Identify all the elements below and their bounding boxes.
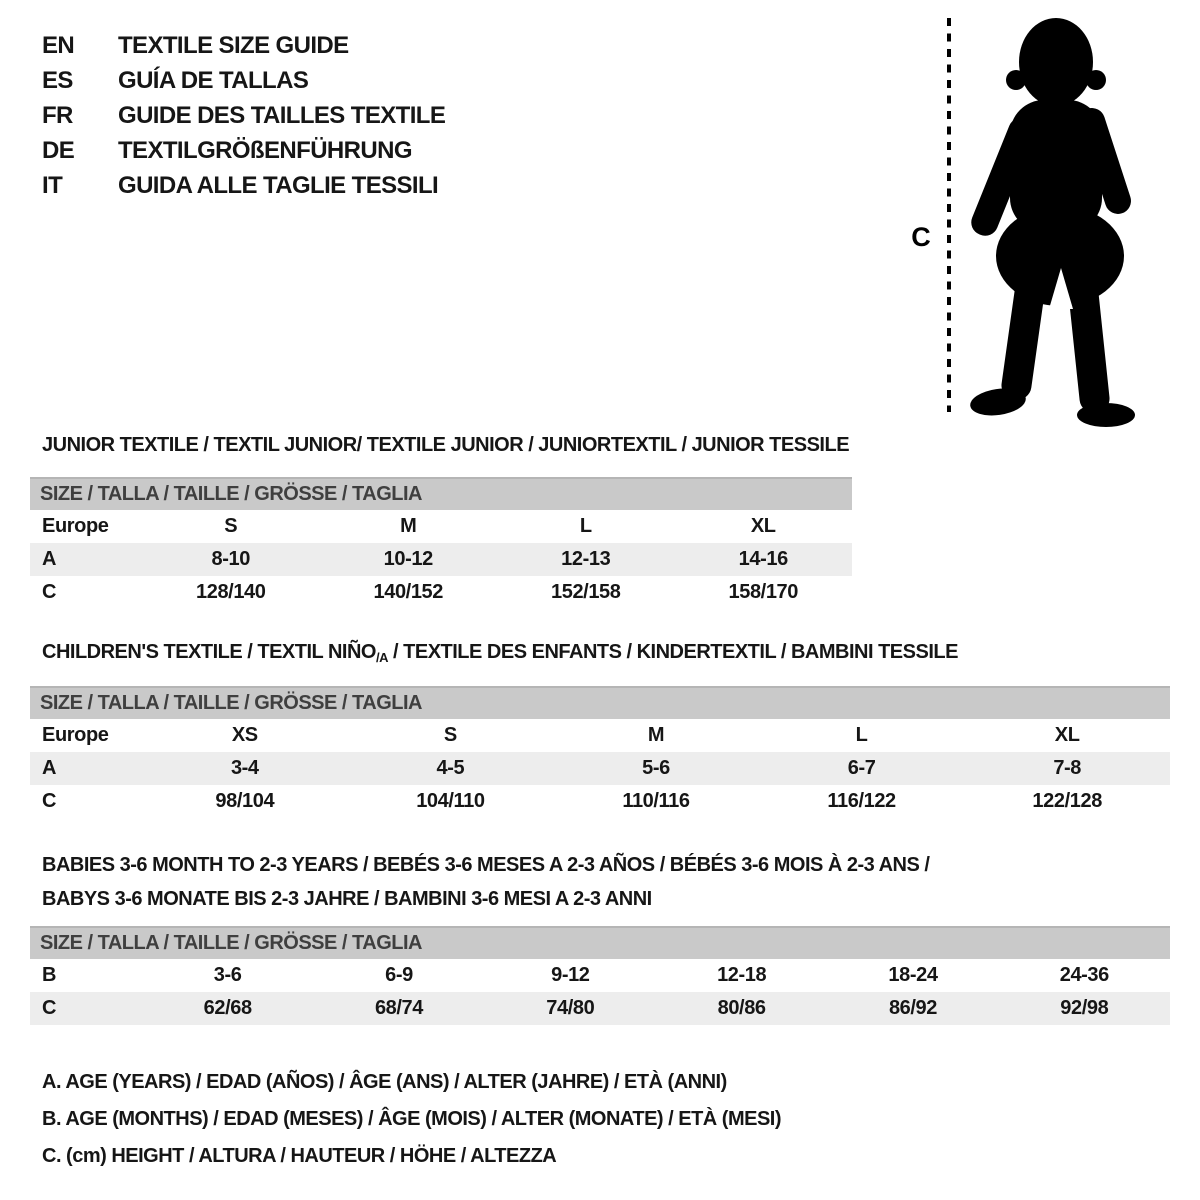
size-column-header: S <box>443 724 457 746</box>
size-column-header: M <box>400 515 417 537</box>
children-size-table <box>30 686 1170 818</box>
children-section-title <box>42 641 958 664</box>
table-cell: 104/110 <box>416 790 485 812</box>
table-cell: 110/116 <box>622 790 690 812</box>
table-cell: 68/74 <box>374 997 424 1019</box>
language-title: GUIDA ALLE TAGLIE TESSILI <box>118 171 439 199</box>
language-code: DE <box>42 136 75 164</box>
children-title-subscript: /A <box>375 650 388 665</box>
junior-section-title: JUNIOR TEXTILE / TEXTIL JUNIOR/ TEXTILE JUNIOR / JUNIORTEXTIL / JUNIOR TESSILE <box>42 434 850 456</box>
row-label: C <box>42 997 57 1019</box>
table-row-europe <box>30 510 852 543</box>
language-title: GUÍA DE TALLAS <box>118 66 309 94</box>
language-row-it <box>42 168 445 203</box>
table-cell: 128/140 <box>196 581 266 603</box>
language-row-de <box>42 133 445 168</box>
table-cell: 12-13 <box>561 548 611 570</box>
table-cell: 4-5 <box>436 757 465 779</box>
babies-size-table <box>30 926 1170 1025</box>
table-cell: 158/170 <box>728 581 798 603</box>
table-row-c <box>30 992 1170 1025</box>
table-cell: 86/92 <box>888 997 937 1019</box>
table-cell: 116/122 <box>827 790 896 812</box>
language-title: TEXTILE SIZE GUIDE <box>118 31 349 59</box>
size-column-header: L <box>855 724 868 746</box>
height-measure-label: C <box>911 222 931 252</box>
babies-title-line1: BABIES 3-6 MONTH TO 2-3 YEARS / BEBÉS 3-6 MESES A 2-3 AÑOS / BÉBÉS 3-6 MOIS À 2-3 ANS / <box>42 854 930 876</box>
legend-line-c: C. (cm) HEIGHT / ALTURA / HAUTEUR / HÖHE / ALTEZZA <box>42 1145 557 1167</box>
row-label: A <box>42 548 57 570</box>
language-row-es <box>42 63 445 98</box>
table-row-a <box>30 752 1170 785</box>
size-column-header: L <box>579 515 592 537</box>
language-row-en <box>42 28 445 63</box>
language-title-list <box>42 28 445 203</box>
table-cell: 6-9 <box>385 964 413 986</box>
size-header-band: SIZE / TALLA / TAILLE / GRÖSSE / TAGLIA <box>30 686 1170 719</box>
table-cell: 98/104 <box>215 790 275 812</box>
babies-section-title <box>42 848 929 916</box>
baby-silhouette <box>967 18 1135 427</box>
baby-silhouette-figure <box>888 6 1150 428</box>
size-header-band: SIZE / TALLA / TAILLE / GRÖSSE / TAGLIA <box>30 477 852 510</box>
table-cell: 18-24 <box>888 964 938 986</box>
babies-title-line2: BABYS 3-6 MONATE BIS 2-3 JAHRE / BAMBINI 3-6 MESI A 2-3 ANNI <box>42 888 652 910</box>
table-cell: 7-8 <box>1053 757 1082 779</box>
table-cell: 24-36 <box>1059 964 1109 986</box>
legend-line-a: A. AGE (YEARS) / EDAD (AÑOS) / ÂGE (ANS) / ALTER (JAHRE) / ETÀ (ANNI) <box>42 1071 727 1093</box>
table-row-europe <box>30 719 1170 752</box>
language-code: ES <box>42 66 73 94</box>
language-row-fr <box>42 98 445 133</box>
table-cell: 5-6 <box>642 757 670 779</box>
language-title: TEXTILGRÖßENFÜHRUNG <box>118 136 412 164</box>
language-title: GUIDE DES TAILLES TEXTILE <box>118 101 446 129</box>
children-title-main: CHILDREN'S TEXTILE / TEXTIL NIÑO <box>42 641 376 663</box>
size-column-header: XL <box>1054 724 1080 746</box>
size-column-header: XL <box>750 515 776 537</box>
size-header-band: SIZE / TALLA / TAILLE / GRÖSSE / TAGLIA <box>30 926 1170 959</box>
language-code: IT <box>42 171 63 199</box>
children-title-rest: / TEXTILE DES ENFANTS / KINDERTEXTIL / BAMBINI TESSILE <box>387 641 958 663</box>
row-label: A <box>42 757 57 779</box>
table-cell: 62/68 <box>203 997 252 1019</box>
row-label: B <box>42 964 57 986</box>
table-cell: 80/86 <box>717 997 766 1019</box>
table-row-c <box>30 576 852 609</box>
table-cell: 3-4 <box>230 757 259 779</box>
table-row-a <box>30 543 852 576</box>
table-cell: 10-12 <box>383 548 433 570</box>
table-cell: 14-16 <box>738 548 788 570</box>
junior-size-table <box>30 477 852 609</box>
table-cell: 92/98 <box>1060 997 1109 1019</box>
table-cell: 140/152 <box>373 581 443 603</box>
row-label: Europe <box>42 515 109 537</box>
table-row-b <box>30 959 1170 992</box>
table-cell: 6-7 <box>847 757 876 779</box>
language-code: FR <box>42 101 73 129</box>
table-row-c <box>30 785 1170 818</box>
table-cell: 8-10 <box>211 548 250 570</box>
row-label: Europe <box>42 724 109 746</box>
size-column-header: S <box>224 515 238 537</box>
row-label: C <box>42 581 57 603</box>
measure-legend <box>42 1064 781 1175</box>
legend-line-b: B. AGE (MONTHS) / EDAD (MESES) / ÂGE (MOIS) / ALTER (MONATE) / ETÀ (MESI) <box>42 1108 782 1130</box>
table-cell: 122/128 <box>1032 790 1102 812</box>
table-cell: 12-18 <box>717 964 767 986</box>
row-label: C <box>42 790 57 812</box>
table-cell: 3-6 <box>213 964 242 986</box>
table-cell: 152/158 <box>551 581 621 603</box>
table-cell: 74/80 <box>546 997 595 1019</box>
size-column-header: M <box>647 724 665 746</box>
size-column-header: XS <box>231 724 258 746</box>
table-cell: 9-12 <box>551 964 590 986</box>
language-code: EN <box>42 31 75 59</box>
